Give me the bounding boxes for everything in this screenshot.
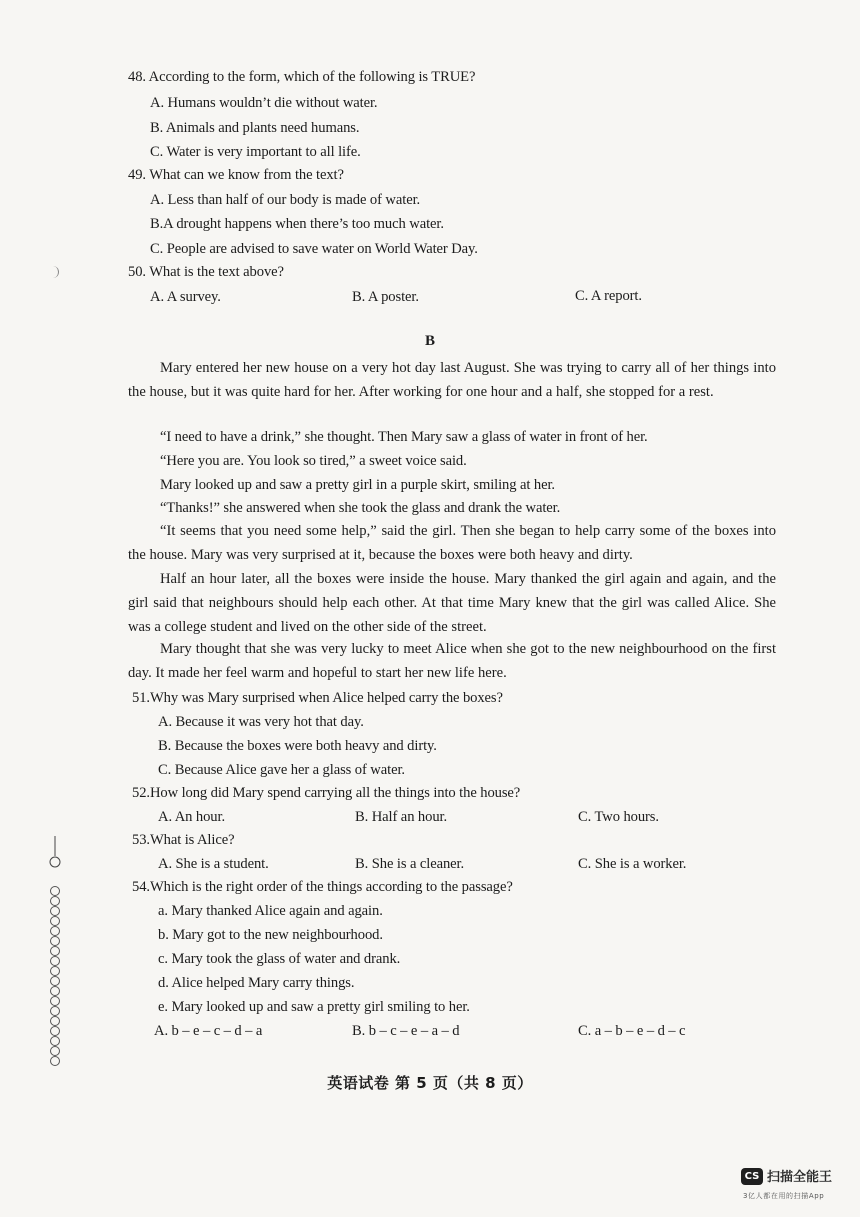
q49-stem: 49. What can we know from the text? bbox=[128, 167, 344, 183]
watermark-tagline: 3亿人都在用的扫描App bbox=[743, 1192, 825, 1200]
q52-option-c: C. Two hours. bbox=[578, 809, 659, 825]
binding-line-decoration bbox=[44, 836, 68, 1071]
q50-option-a: A. A survey. bbox=[150, 289, 221, 305]
watermark-app-name: 扫描全能王 bbox=[767, 1170, 833, 1185]
q48-stem: 48. According to the form, which of the following is TRUE? bbox=[128, 69, 476, 85]
q54-item-d: d. Alice helped Mary carry things. bbox=[158, 975, 355, 991]
passage-paragraph-4: Mary looked up and saw a pretty girl in a purple skirt, smiling at her. bbox=[160, 477, 555, 493]
q49-option-b: B.A drought happens when there’s too much water. bbox=[150, 216, 444, 232]
q52-option-a: A. An hour. bbox=[158, 809, 226, 825]
passage-paragraph-2: “I need to have a drink,” she thought. Then Mary saw a glass of water in front of her. bbox=[160, 429, 648, 445]
scanner-watermark bbox=[741, 1166, 841, 1206]
passage-paragraph-8: Mary thought that she was very lucky to meet Alice when she got to the new neighbourhood on the first day. It made her feel warm and hopeful to start her new life here. bbox=[128, 641, 776, 681]
q53-option-a: A. She is a student. bbox=[158, 856, 269, 872]
passage-paragraph-6: “It seems that you need some help,” said the girl. Then she began to help carry some of the boxes into the house. Mary was very surprised at it, because the boxes were both heavy and dirty. bbox=[128, 523, 776, 563]
passage-paragraph-7: Half an hour later, all the boxes were inside the house. Mary thanked the girl again and again, and the girl said that neighbours should help each other. At that time Mary knew that the girl was called Alice. She was a college student and lived on the other side of the street. bbox=[128, 571, 776, 635]
q52-option-b: B. Half an hour. bbox=[355, 809, 448, 825]
q50-option-b: B. A poster. bbox=[352, 289, 419, 305]
q50-stem: 50. What is the text above? bbox=[128, 264, 284, 280]
q54-item-a: a. Mary thanked Alice again and again. bbox=[158, 903, 383, 919]
q51-stem: 51.Why was Mary surprised when Alice helped carry the boxes? bbox=[132, 690, 503, 706]
q54-item-b: b. Mary got to the new neighbourhood. bbox=[158, 927, 383, 943]
q52-stem: 52.How long did Mary spend carrying all the things into the house? bbox=[132, 785, 521, 801]
q53-option-b: B. She is a cleaner. bbox=[355, 856, 465, 872]
passage-paragraph-3: “Here you are. You look so tired,” a sweet voice said. bbox=[160, 453, 467, 469]
q54-option-b: B. b – c – e – a – d bbox=[352, 1023, 460, 1039]
passage-paragraph-1: Mary entered her new house on a very hot day last August. She was trying to carry all of her things into the house, but it was quite hard for her. After working for one hour and a half, she stopped for a rest. bbox=[128, 360, 776, 400]
q54-option-c: C. a – b – e – d – c bbox=[578, 1023, 686, 1039]
margin-mark bbox=[52, 266, 59, 278]
q54-item-e: e. Mary looked up and saw a pretty girl smiling to her. bbox=[158, 999, 470, 1015]
q54-stem: 54.Which is the right order of the things according to the passage? bbox=[132, 879, 513, 895]
q50-option-c: C. A report. bbox=[575, 288, 642, 304]
q48-option-a: A. Humans wouldn’t die without water. bbox=[150, 95, 378, 111]
q49-option-c: C. People are advised to save water on World Water Day. bbox=[150, 241, 478, 257]
section-b-label: B bbox=[424, 333, 435, 349]
q49-option-a: A. Less than half of our body is made of water. bbox=[150, 192, 421, 208]
q48-option-b: B. Animals and plants need humans. bbox=[150, 120, 360, 136]
passage-paragraph-5: “Thanks!” she answered when she took the glass and drank the water. bbox=[160, 500, 561, 516]
q54-option-a: A. b – e – c – d – a bbox=[154, 1023, 263, 1039]
q53-stem: 53.What is Alice? bbox=[132, 832, 235, 848]
page-footer: 英语试卷 第 5 页（共 8 页） bbox=[327, 1074, 533, 1092]
q51-option-a: A. Because it was very hot that day. bbox=[158, 714, 364, 730]
q48-option-c: C. Water is very important to all life. bbox=[150, 144, 361, 160]
q51-option-b: B. Because the boxes were both heavy and dirty. bbox=[158, 738, 437, 754]
camscanner-logo-icon: CS bbox=[741, 1168, 763, 1185]
q54-item-c: c. Mary took the glass of water and drank. bbox=[158, 951, 401, 967]
q53-option-c: C. She is a worker. bbox=[578, 856, 687, 872]
q51-option-c: C. Because Alice gave her a glass of water. bbox=[158, 762, 405, 778]
